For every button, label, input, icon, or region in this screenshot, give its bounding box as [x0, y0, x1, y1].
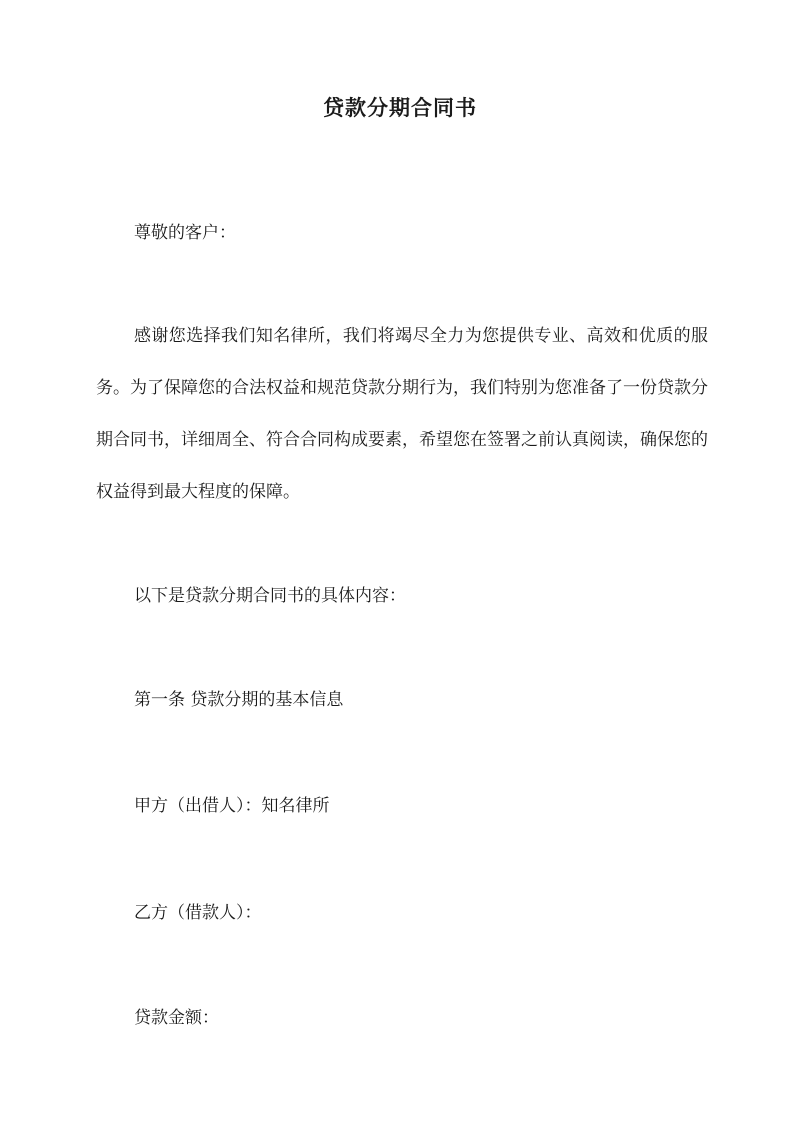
party-b: 乙方（借款人）：: [134, 903, 262, 923]
intro-paragraph: 感谢您选择我们知名律所，我们将竭尽全力为您提供专业、高效和优质的服务。为了保障您的合法权益和规范贷款分期行为，我们特别为您准备了一份贷款分期合同书，详细周全、符合合同构成要素，希望您在签署之前认真阅读，确保您的权益得到最大程度的保障。: [96, 326, 708, 502]
loan-amount: 贷款金额：: [134, 1008, 219, 1028]
document-title: 贷款分期合同书: [323, 95, 477, 120]
lead-in: 以下是贷款分期合同书的具体内容：: [134, 586, 406, 606]
greeting: 尊敬的客户：: [134, 223, 236, 243]
party-a: 甲方（出借人）：知名律所: [134, 796, 330, 816]
article-1-heading: 第一条 贷款分期的基本信息: [134, 690, 344, 710]
